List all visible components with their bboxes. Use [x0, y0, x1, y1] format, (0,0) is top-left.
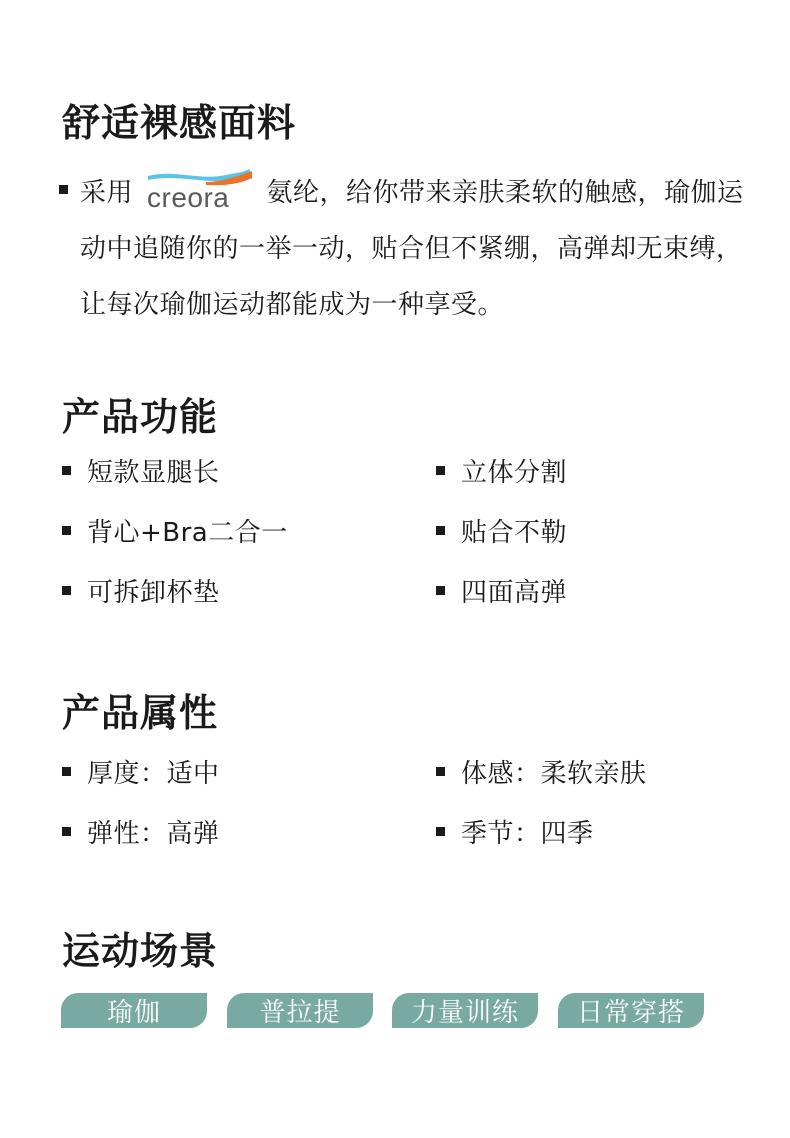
- bullet-icon: [436, 767, 445, 776]
- function-item: [62, 452, 220, 489]
- attribute-item: [62, 753, 220, 790]
- fabric-description: [80, 165, 750, 333]
- function-label: 短款显腿长: [87, 458, 220, 488]
- function-label: 贴合不勒: [461, 518, 568, 548]
- bullet-icon: [62, 586, 71, 595]
- attributes-heading: 产品属性: [62, 691, 219, 735]
- scene-tag-yoga: 瑜伽: [61, 993, 207, 1028]
- function-item: [62, 572, 220, 609]
- scene-tag-daily: 日常穿搭: [558, 993, 704, 1028]
- attribute-label: 弹性：高弹: [87, 819, 220, 849]
- attribute-item: [436, 813, 594, 850]
- attribute-label: 体感：柔软亲肤: [461, 759, 647, 789]
- logo-wordmark: creora: [146, 181, 230, 212]
- bullet-icon: [62, 526, 71, 535]
- bullet-icon: [436, 466, 445, 475]
- attribute-item: [436, 753, 647, 790]
- functions-heading: 产品功能: [62, 395, 219, 439]
- function-item: [436, 512, 567, 549]
- bullet-icon: [59, 185, 68, 194]
- bullet-icon: [62, 466, 71, 475]
- attribute-label: 厚度：适中: [87, 759, 220, 789]
- scene-tag-pilates: 普拉提: [227, 993, 373, 1028]
- function-label: 可拆卸杯垫: [87, 578, 220, 608]
- bullet-icon: [436, 586, 445, 595]
- scenes-heading: 运动场景: [62, 929, 219, 973]
- function-item: [62, 512, 288, 549]
- attribute-item: [62, 813, 220, 850]
- fabric-text-body: 氨纶，给你带来亲肤柔软的触感，瑜伽运动中追随你的一举一动，贴合但不紧绷，高弹却无束缚，让每次瑜伽运动都能成为一种享受。: [80, 178, 744, 320]
- fabric-heading: 舒适裸感面料: [62, 101, 297, 145]
- fabric-text-prefix: 采用: [80, 178, 134, 208]
- attribute-label: 季节：四季: [461, 819, 594, 849]
- function-label: 四面高弹: [461, 578, 568, 608]
- bullet-icon: [436, 526, 445, 535]
- function-label: 背心+Bra二合一: [87, 518, 288, 548]
- function-item: [436, 572, 567, 609]
- creora-logo: [146, 168, 254, 212]
- bullet-icon: [62, 767, 71, 776]
- bullet-icon: [62, 827, 71, 836]
- bullet-icon: [436, 827, 445, 836]
- function-label: 立体分割: [461, 458, 568, 488]
- function-item: [436, 452, 567, 489]
- scene-tag-strength: 力量训练: [392, 993, 538, 1028]
